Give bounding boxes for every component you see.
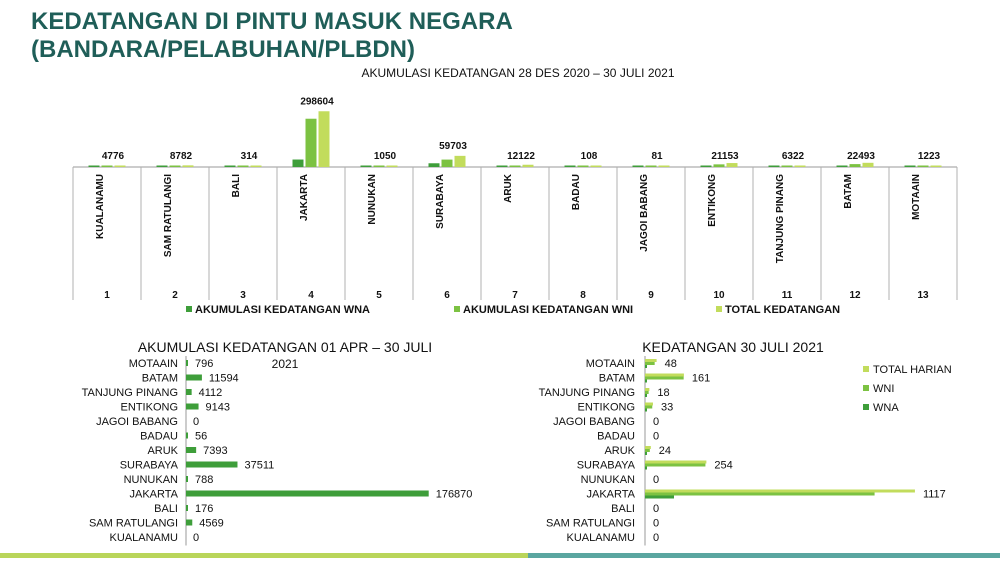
chart3-bar-wni [645,406,652,409]
chart1-bar-wni [238,166,249,168]
chart1-bar-wni [646,166,657,168]
chart3-data-label: 254 [714,459,733,472]
chart2-bar [186,375,202,381]
chart2-bar [186,476,188,482]
chart2-data-label: 9143 [205,401,231,414]
chart3-bar-wni [645,362,655,365]
chart3-data-label: 24 [658,445,672,457]
chart1-bar-wna [701,166,712,168]
chart2-category-label: ENTIKONG [120,401,178,414]
chart1-data-label: 8782 [169,151,193,162]
chart1-index-label: 5 [376,290,382,301]
chart1-index-label: 2 [172,290,178,301]
chart1-index-label: 4 [308,290,314,301]
chart1-bar-wna [157,166,168,168]
chart1-index-label: 9 [648,290,654,301]
chart1-bar-total [183,165,194,167]
chart1-bar-total [251,166,262,168]
chart2-category-label: JAKARTA [129,488,178,501]
chart3-bar-wna [645,394,647,397]
chart3-legend-swatch [863,385,869,391]
chart3-category-label: KUALANAMU [566,532,635,544]
chart1-bar-wni [102,166,113,168]
chart2-bar [186,404,199,410]
chart3-data-label: 0 [653,416,660,428]
chart1-index-label: 1 [104,290,110,301]
chart1-data-label: 81 [651,151,663,162]
chart1-data-label: 1223 [917,151,941,162]
chart1-category-label: BATAM [843,174,854,209]
chart1-data-label: 1050 [373,151,397,162]
chart2-bar [186,447,196,453]
chart2-data-label: 4112 [198,387,223,399]
chart3-category-label: TANJUNG PINANG [538,387,635,399]
chart1-legend-swatch [454,306,460,312]
chart1-bar-total [659,166,670,168]
chart3-category-label: ARUK [604,445,635,457]
chart2-data-label: 0 [193,532,200,544]
chart3-bar-wni [645,464,705,467]
chart2-category-label: BADAU [140,430,178,443]
chart3-bar-wni [645,391,649,394]
chart1-data-label: 22493 [847,151,875,162]
chart1-data-label: 314 [240,151,258,162]
chart2-category-label: ARUK [147,445,178,457]
chart1-legend-swatch [186,306,192,312]
chart1-bar-total [863,163,874,167]
chart2-category-label: BATAM [141,372,178,385]
chart1-category-label: NUNUKAN [367,174,378,225]
chart1-bar-total [455,156,466,167]
chart1-bar-wna [429,163,440,167]
chart3-bar-total-harian [645,461,706,464]
chart3-data-label: 0 [653,430,660,443]
chart3-category-label: JAGOI BABANG [553,416,635,428]
chart3-data-label: 0 [653,503,660,515]
chart1-bar-total [523,165,534,167]
chart1-bar-total [795,166,806,168]
chart1-index-label: 11 [781,290,793,301]
chart1-data-label: 12122 [507,151,535,162]
chart2-data-label: 176 [195,503,214,515]
chart2-data-label: 11594 [208,372,239,385]
chart2-category-label: TANJUNG PINANG [81,387,178,399]
chart1-bar-wna [837,166,848,168]
chart2-data-label: 0 [193,416,200,428]
chart3-data-label: 161 [691,372,711,385]
chart3-bar-wna [645,409,647,412]
chart1-bar-wna [293,160,304,167]
chart2-bar [186,505,188,511]
chart3-legend-swatch [863,404,869,410]
chart3-category-label: ENTIKONG [577,401,635,414]
chart1-bar-wni [374,166,385,168]
chart3-category-label: JAKARTA [586,488,635,501]
chart1-index-label: 10 [713,290,725,301]
chart1-title: AKUMULASI KEDATANGAN 28 DES 2020 – 30 JULI 2021 [361,66,675,80]
chart3-data-label: 0 [653,532,660,544]
chart1-category-label: MOTAAIN [911,174,922,220]
chart1-bar-total [387,166,398,168]
chart2-data-label: 7393 [203,445,228,457]
chart3-bar-total-harian [645,374,684,377]
chart3-data-label: 1117 [922,488,946,501]
chart2-title-line1: AKUMULASI KEDATANGAN 01 APR – 30 JULI [137,339,433,355]
chart1-index-label: 13 [917,290,929,301]
chart1-category-label: JAKARTA [299,174,310,222]
chart3-data-label: 0 [653,474,660,486]
chart3-category-label: SAM RATULANGI [545,517,635,530]
chart1-bar-wni [170,166,181,168]
chart2-data-label: 37511 [244,459,275,472]
chart1-bar-wni [578,166,589,168]
chart1-data-label: 108 [580,151,598,162]
chart3-bar-total-harian [645,490,915,493]
chart1-category-label: SURABAYA [435,174,446,229]
chart1-category-label: ENTIKONG [707,174,718,227]
chart3-data-label: 18 [657,387,670,399]
chart1-bar-total [319,111,330,167]
chart3-data-label: 33 [660,401,674,414]
chart1-bar-wni [510,165,521,167]
chart3-legend-label: TOTAL HARIAN [873,364,952,376]
chart3-bar-wna [645,467,647,470]
chart1-bar-total [115,166,126,168]
chart3-legend-label: WNA [873,402,899,414]
chart1-legend-label: AKUMULASI KEDATANGAN WNA [195,304,370,316]
chart1-index-label: 7 [512,290,518,301]
chart1-bar-wna [905,166,916,168]
chart1-bar-wni [918,166,929,168]
chart1-bar-total [591,166,602,168]
chart1-data-label: 21153 [711,151,739,162]
chart1-category-label: BALI [231,174,242,198]
chart2-bar [186,389,192,395]
chart1-data-label: 298604 [300,96,334,108]
chart1-legend-label: AKUMULASI KEDATANGAN WNI [463,304,634,316]
chart1-bar-wna [89,166,100,168]
chart1-legend-label: TOTAL KEDATANGAN [725,304,841,316]
chart3-bar-wna [645,496,674,499]
chart1-category-label: ARUK [503,174,514,203]
chart1-index-label: 8 [580,290,586,301]
chart2-category-label: JAGOI BABANG [96,416,178,428]
chart3-category-label: BATAM [598,372,635,385]
chart1-category-label: JAGOI BABANG [639,174,650,252]
title-line-2: (BANDARA/PELABUHAN/PLBDN) [31,36,415,63]
chart1-bar-wni [782,166,793,168]
chart3-data-label: 48 [664,358,677,370]
chart1-bar-wna [769,166,780,168]
title-line-1: KEDATANGAN DI PINTU MASUK NEGARA [31,8,513,35]
chart3-data-label: 0 [653,517,660,530]
chart1-data-label: 6322 [781,151,805,162]
chart2-bar [186,520,192,526]
chart3-category-label: BALI [611,503,635,515]
chart1-bar-wna [565,166,576,168]
chart2-category-label: BALI [154,503,178,515]
chart3-bar-wna [645,365,647,368]
chart1-category-label: TANJUNG PINANG [775,174,786,264]
chart3-legend-label: WNI [873,383,895,395]
chart2-category-label: KUALANAMU [109,532,178,544]
chart3-bar-total-harian [645,446,651,449]
chart2-bar [186,491,429,497]
chart3-legend-swatch [863,366,869,372]
chart1-data-label: 4776 [101,151,125,162]
chart3-category-label: SURABAYA [576,459,635,472]
chart3-bar-total-harian [645,403,653,406]
chart2-bar [186,462,237,468]
chart3-bar-wna [645,452,647,455]
chart2-bar [186,433,188,439]
chart3-bar-wni [645,493,875,496]
chart1-bar-wni [442,160,453,167]
chart3-bar-wni [645,449,650,452]
chart1-index-label: 6 [444,290,450,301]
chart2-bar [186,360,188,366]
chart1-category-label: BADAU [571,174,582,211]
chart1-data-label: 59703 [439,140,467,152]
chart2-category-label: SAM RATULANGI [88,517,178,530]
chart3-category-label: BADAU [597,430,635,443]
chart3-category-label: MOTAAIN [585,358,635,370]
chart1-category-label: SAM RATULANGI [163,174,174,258]
chart3-bar-wna [645,380,647,383]
chart3-title: KEDATANGAN 30 JULI 2021 [642,339,824,355]
chart1-bar-total [727,163,738,167]
chart1-bar-wna [225,166,236,168]
chart2-data-label: 176870 [435,488,473,501]
chart3-bar-total-harian [645,359,657,362]
chart1-category-label: KUALANAMU [95,174,106,239]
chart2-data-label: 56 [195,430,208,443]
chart2-category-label: MOTAAIN [128,358,178,370]
chart2-data-label: 788 [195,474,214,486]
chart1-legend-swatch [716,306,722,312]
chart2-category-label: SURABAYA [119,459,178,472]
chart1-bar-wna [361,166,372,168]
chart1-index-label: 12 [849,290,861,301]
chart3-bar-wni [645,377,684,380]
chart2-title-line2: 2021 [271,357,299,371]
accent-bar-left [0,553,528,558]
chart1-bar-wni [306,119,317,167]
accent-bar-right [528,553,1000,558]
chart1-bar-wni [714,164,725,167]
chart1-index-label: 3 [240,290,246,301]
chart2-data-label: 4569 [199,517,224,530]
chart3-bar-total-harian [645,388,649,391]
chart1-bar-total [931,166,942,168]
chart1-bar-wni [850,164,861,167]
chart1-bar-wna [497,166,508,168]
chart2-data-label: 796 [195,358,214,370]
chart2-category-label: NUNUKAN [123,474,178,486]
chart3-category-label: NUNUKAN [580,474,635,486]
chart1-bar-wna [633,166,644,168]
